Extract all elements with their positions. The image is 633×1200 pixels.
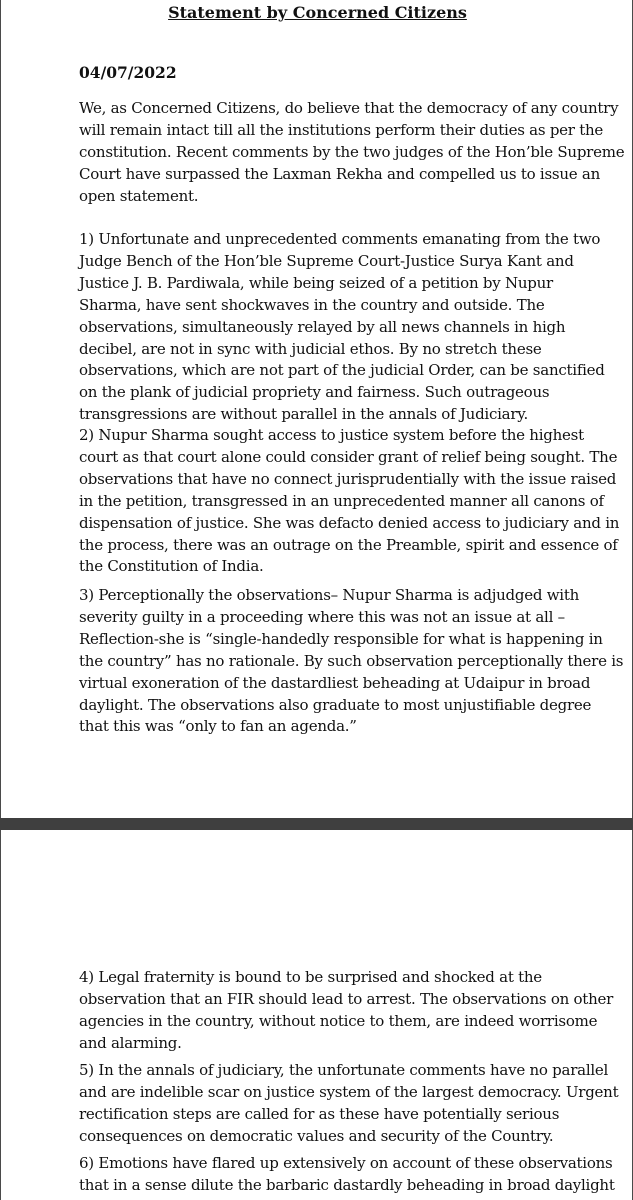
paragraph-line: 6) Emotions have flared up extensively on account of these observations bbox=[79, 1154, 613, 1172]
paragraph-line: and alarming. bbox=[79, 1033, 182, 1052]
paragraph-line: 5) In the annals of judiciary, the unfortunate comments have no parallel bbox=[79, 1061, 609, 1079]
document-title: Statement by Concerned Citizens bbox=[168, 3, 467, 22]
page-separator bbox=[0, 818, 633, 830]
paragraph-line: virtual exoneration of the dastardliest beheading at Udaipur in broad bbox=[79, 673, 591, 692]
paragraph-line: open statement. bbox=[79, 186, 199, 205]
paragraph-line: constitution. Recent comments by the two judges of the Hon’ble Supreme bbox=[79, 142, 625, 161]
statement-date: 04/07/2022 bbox=[79, 63, 177, 82]
paragraph-line: the country” has no rationale. By such observation perceptionally there is bbox=[79, 651, 624, 670]
document-page-2 bbox=[0, 830, 633, 1200]
paragraph-line: observations, simultaneously relayed by all news channels in high bbox=[79, 317, 566, 336]
paragraph-line: rectification steps are called for as these have potentially serious bbox=[79, 1104, 560, 1123]
paragraph-line: that in a sense dilute the barbaric dastardly beheading in broad daylight bbox=[79, 1175, 615, 1194]
paragraph-line: that this was “only to fan an agenda.” bbox=[79, 717, 357, 736]
paragraph-line: We, as Concerned Citizens, do believe that the democracy of any country bbox=[79, 99, 619, 117]
paragraph-line: Judge Bench of the Hon’ble Supreme Court-Justice Surya Kant and bbox=[79, 251, 574, 270]
paragraph-line: will remain intact till all the institutions perform their duties as per the bbox=[79, 120, 604, 139]
paragraph-line: consequences on democratic values and security of the Country. bbox=[79, 1126, 554, 1145]
paragraph-line: on the plank of judicial propriety and fairness. Such outrageous bbox=[79, 383, 550, 402]
paragraph-line: in the petition, transgressed in an unprecedented manner all canons of bbox=[79, 491, 604, 510]
point-5-paragraph bbox=[79, 1060, 618, 1148]
paragraph-line: decibel, are not in sync with judicial ethos. By no stretch these bbox=[79, 339, 542, 358]
point-4-paragraph bbox=[79, 967, 613, 1055]
point-2-paragraph bbox=[79, 425, 619, 578]
paragraph-line: daylight. The observations also graduate to most unjustifiable degree bbox=[79, 695, 592, 714]
point-6-paragraph bbox=[79, 1153, 615, 1197]
paragraph-line: the process, there was an outrage on the Preamble, spirit and essence of bbox=[79, 535, 618, 554]
paragraph-line: dispensation of justice. She was defacto denied access to judiciary and in bbox=[79, 513, 620, 532]
paragraph-line: and are indelible scar on justice system of the largest democracy. Urgent bbox=[79, 1082, 619, 1101]
paragraph-line: 4) Legal fraternity is bound to be surprised and shocked at the bbox=[79, 968, 542, 986]
paragraph-line: 3) Perceptionally the observations– Nupur Sharma is adjudged with bbox=[79, 586, 580, 604]
paragraph-line: Sharma, have sent shockwaves in the country and outside. The bbox=[79, 295, 545, 314]
paragraph-line: transgressions are without parallel in the annals of Judiciary. bbox=[79, 405, 529, 424]
point-1-paragraph bbox=[79, 229, 605, 426]
paragraph-line: severity guilty in a proceeding where this was not an issue at all – bbox=[79, 607, 565, 626]
paragraph-line: Reflection-she is “single-handedly responsible for what is happening in bbox=[79, 629, 603, 648]
paragraph-line: agencies in the country, without notice to them, are indeed worrisome bbox=[79, 1011, 598, 1030]
point-3-paragraph bbox=[79, 585, 623, 738]
paragraph-line: Justice J. B. Pardiwala, while being seized of a petition by Nupur bbox=[79, 273, 553, 292]
paragraph-line: 2) Nupur Sharma sought access to justice system before the highest bbox=[79, 426, 584, 444]
paragraph-line: observations, which are not part of the judicial Order, can be sanctified bbox=[79, 361, 605, 380]
paragraph-line: 1) Unfortunate and unprecedented comments emanating from the two bbox=[79, 230, 601, 248]
paragraph-line: observations that have no connect jurisprudentially with the issue raised bbox=[79, 469, 617, 488]
paragraph-line: court as that court alone could consider grant of relief being sought. The bbox=[79, 447, 618, 466]
paragraph-line: the Constitution of India. bbox=[79, 557, 264, 576]
paragraph-line: observation that an FIR should lead to arrest. The observations on other bbox=[79, 989, 614, 1008]
paragraph-line: Court have surpassed the Laxman Rekha and compelled us to issue an bbox=[79, 164, 601, 183]
intro-paragraph bbox=[79, 98, 624, 208]
